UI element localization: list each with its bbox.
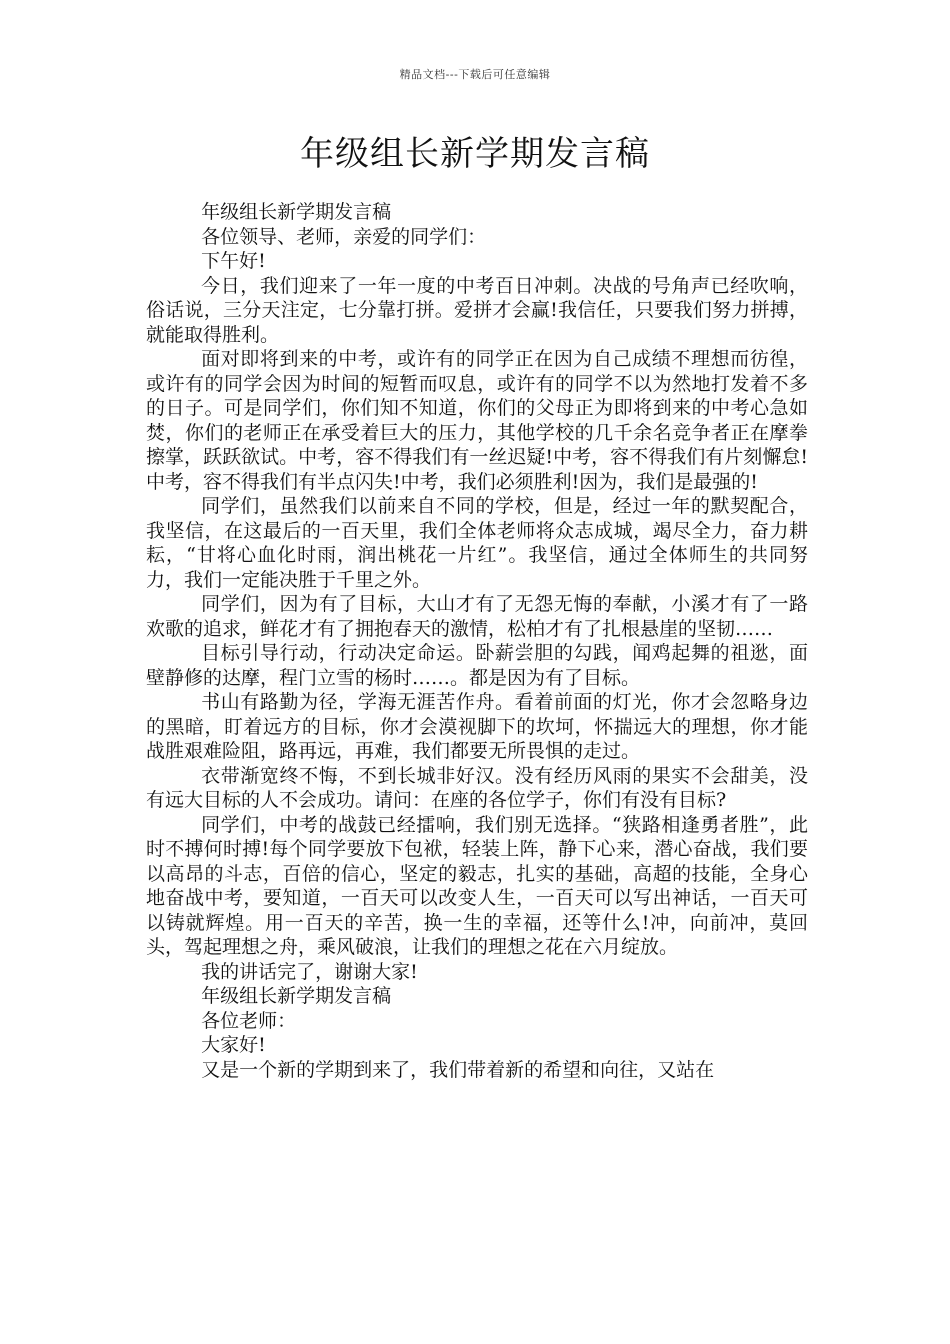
paragraph: 同学们，因为有了目标，大山才有了无怨无悔的奉献，小溪才有了一路欢歌的追求，鲜花才有了拥抱春天的激情，松柏才有了扎根悬崖的坚韧…… [146,593,808,640]
paragraph: 年级组长新学期发言稿 [201,985,392,1007]
paragraph: 年级组长新学期发言稿 [201,201,392,223]
paragraph: 书山有路勤为径，学海无涯苦作舟。看着前面的灯光，你才会忽略身边的黑暗，盯着远方的目标，你才会漠视脚下的坎坷，怀揣远大的理想，你才能战胜艰难险阻，路再远，再难，我们都要无所畏惧的走过。 [146,691,808,762]
document-body [146,200,808,1082]
paragraph: 我的讲话完了，谢谢大家! [201,960,418,983]
paragraph: 各位老师： [201,1009,297,1032]
paragraph: 衣带渐宽终不悔，不到长城非好汉。没有经历风雨的果实不会甜美，没有远大目标的人不会成功。请问：在座的各位学子，你们有没有目标? [146,764,808,811]
paragraph: 又是一个新的学期到来了，我们带着新的希望和向往，又站在 [201,1058,715,1081]
paragraph: 各位领导、老师，亲爱的同学们： [201,225,487,248]
paragraph: 大家好! [201,1034,266,1056]
paragraph: 目标引导行动，行动决定命运。卧薪尝胆的勾践，闻鸡起舞的祖逖，面壁静修的达摩，程门立雪的杨时……。都是因为有了目标。 [146,642,808,689]
paragraph: 同学们，中考的战鼓已经擂响，我们别无选择。“狭路相逢勇者胜”，此时不搏何时搏!每个同学要放下包袱，轻装上阵，静下心来，潜心奋战，我们要以高昂的斗志，百倍的信心，坚定的毅志，扎实的基础，高超的技能，全身心地奋战中考，要知道，一百天可以改变人生，一百天可以写出神话，一百天可以铸就辉煌。用一百天的辛苦，换一生的幸福，还等什么!冲，向前冲，莫回头，驾起理想之舟，乘风破浪，让我们的理想之花在六月绽放。 [146,813,808,958]
document-title: 年级组长新学期发言稿 [300,134,650,174]
paragraph: 同学们，虽然我们以前来自不同的学校，但是，经过一年的默契配合，我坚信，在这最后的一百天里，我们全体老师将众志成城，竭尽全力，奋力耕耘，“甘将心血化时雨，润出桃花一片红”。我坚信，通过全体师生的共同努力，我们一定能决胜于千里之外。 [146,495,808,591]
paragraph: 面对即将到来的中考，或许有的同学正在因为自己成绩不理想而彷徨，或许有的同学会因为时间的短暂而叹息，或许有的同学不以为然地打发着不多的日子。可是同学们，你们知不知道，你们的父母正为即将到来的中考心急如焚，你们的老师正在承受着巨大的压力，其他学校的几千余名竞争者正在摩拳擦掌，跃跃欲试。中考，容不得我们有一丝迟疑!中考，容不得我们有片刻懈怠!中考，容不得我们有半点闪失!中考，我们必须胜利!因为，我们是最强的! [146,348,808,493]
paragraph: 今日，我们迎来了一年一度的中考百日冲刺。决战的号角声已经吹响，俗话说，三分天注定，七分靠打拼。爱拼才会赢!我信任，只要我们努力拼搏，就能取得胜利。 [146,274,808,346]
paragraph: 下午好! [201,250,266,272]
header-note: 精品文档---下载后可任意编辑 [399,68,551,81]
